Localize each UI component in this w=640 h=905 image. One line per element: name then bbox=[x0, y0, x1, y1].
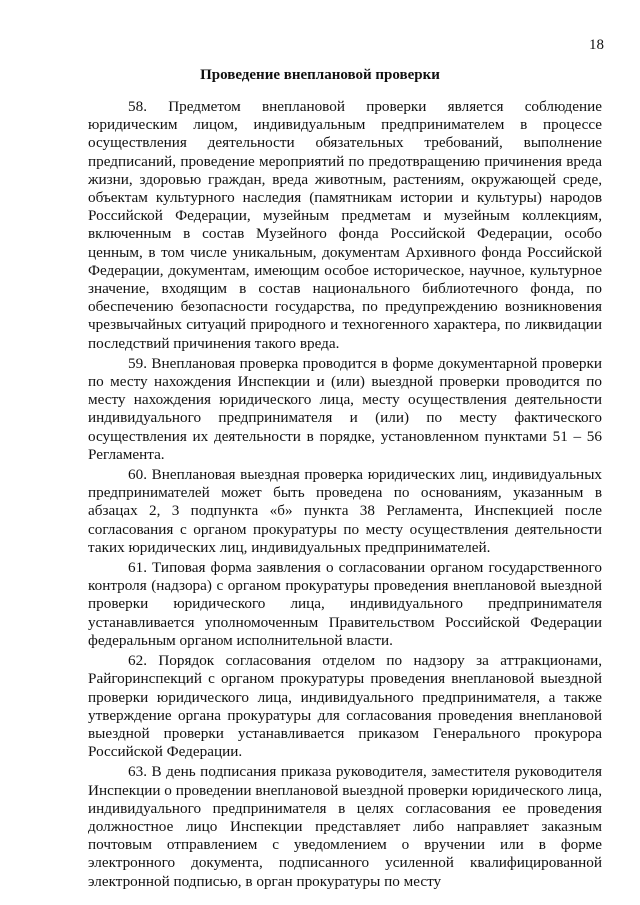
paragraph-61: 61. Типовая форма заявления о согласовании органом государственного контроля (надзора) с органом прокуратуры проведения внеплановой выездной проверки юридического лица, индивидуального предпринимателя устанавливается уполномоченным Правительством Российской Федерации федеральным органом исполнительной власти. bbox=[88, 559, 602, 649]
section-heading: Проведение внеплановой проверки bbox=[200, 67, 440, 83]
paragraph-58: 58. Предметом внеплановой проверки является соблюдение юридическим лицом, индивидуальным предпринимателем в процессе осуществления деятельности обязательных требований, выполнение предписаний, проведение мероприятий по предотвращению причинения вреда жизни, здоровью граждан, вреда животным, растениям, окружающей среде, объектам культурного наследия (памятникам истории и культуры) народов Российской Федерации, музейным предметам и музейным коллекциям, включенным в состав Музейного фонда Российской Федерации, особо ценным, в том числе уникальным, документам Архивного фонда Российской Федерации, документам, имеющим особое историческое, научное, культурное значение, входящим в состав национального библиотечного фонда, по обеспечению безопасности государства, по предупреждению возникновения чрезвычайных ситуаций природного и техногенного характера, по ликвидации последствий причинения такого вреда. bbox=[88, 98, 602, 352]
paragraph-59: 59. Внеплановая проверка проводится в форме документарной проверки по месту нахождения Инспекции и (или) выездной проверки проводится по месту нахождения юридического лица, месту осуществления деятельности индивидуального предпринимателя и (или) по месту фактического осуществления их деятельности в порядке, установленном пунктами 51 – 56 Регламента. bbox=[88, 354, 602, 463]
paragraph-63: 63. В день подписания приказа руководителя, заместителя руководителя Инспекции о проведении внеплановой выездной проверки юридического лица, индивидуального предпринимателя в целях согласования ее проведения должностное лицо Инспекции представляет либо направляет заказным почтовым отправлением с уведомлением о вручении или в форме электронного документа, подписанного усиленной квалифицированной электронной подписью, в орган прокуратуры по месту bbox=[88, 763, 602, 890]
paragraph-62: 62. Порядок согласования отделом по надзору за аттракционами, Райгоринспекций с органом прокуратуры проведения внеплановой выездной проверки юридического лица, индивидуального предпринимателя, а также утверждение органа прокуратуры для согласования проведения внеплановой выездной проверки устанавливается приказом Генерального прокурора Российской Федерации. bbox=[88, 652, 602, 761]
paragraph-60: 60. Внеплановая выездная проверка юридических лиц, индивидуальных предпринимателей может быть проведена по основаниям, указанным в абзацах 2, 3 подпункта «б» пункта 38 Регламента, Инспекцией после согласования с органом прокуратуры по месту осуществления деятельности таких юридических лиц, индивидуальных предпринимателей. bbox=[88, 466, 602, 556]
page-number: 18 bbox=[589, 37, 604, 53]
document-body bbox=[88, 98, 602, 893]
